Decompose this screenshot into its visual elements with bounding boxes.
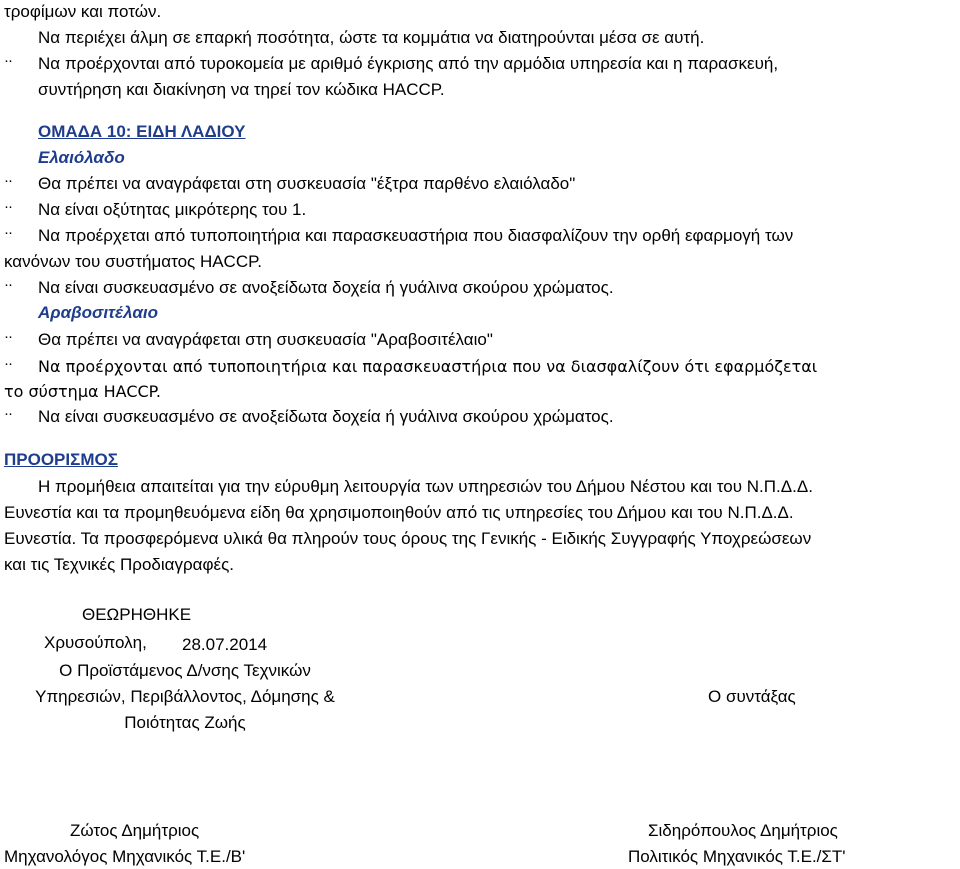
text-line: Να προέρχονται από τυροκομεία με αριθμό έγκρισης από την αρμόδια υπηρεσία και η παρασκευή, — [38, 54, 779, 73]
bullet-marker: ·· — [4, 355, 12, 372]
bullet-text: Να προέρχεται από τυποποιητήρια και παρασκευαστήρια που διασφαλίζουν την ορθή εφαρμογή των — [38, 226, 794, 245]
paragraph-line: Ευνεστία και τα προμηθευόμενα είδη θα χρησιμοποιηθούν από τις υπηρεσίες του Δήμου και του Ν.Π.Δ.Δ. — [4, 503, 794, 522]
text-line: συντήρηση και διακίνηση να τηρεί τον κώδικα HACCP. — [38, 80, 445, 99]
bullet-marker: ·· — [4, 405, 12, 422]
signer-name: Ζώτος Δημήτριος — [70, 821, 200, 840]
bullet-marker: ·· — [4, 172, 12, 189]
text-line: τροφίμων και ποτών. — [4, 2, 162, 21]
bullet-text: Να είναι συσκευασμένο σε ανοξείδωτα δοχεία ή γυάλινα σκούρου χρώματος. — [38, 278, 614, 297]
paragraph-line: Ευνεστία. Τα προσφερόμενα υλικά θα πληρούν τους όρους της Γενικής - Ειδικής Συγγραφής Υποχρεώσεων — [4, 529, 812, 548]
bullet-text: Να προέρχονται από τυποποιητήρια και παρασκευαστήρια που να διασφαλίζουν ότι εφαρμόζεται — [38, 357, 818, 376]
bullet-text: Θα πρέπει να αναγράφεται στη συσκευασία "Αραβοσιτέλαιο" — [38, 330, 493, 349]
date-value: 28.07.2014 — [182, 635, 268, 654]
signer-role: Υπηρεσιών, Περιβάλλοντος, Δόμησης & — [35, 687, 335, 706]
approved-label: ΘΕΩΡΗΘΗΚΕ — [82, 605, 192, 624]
bullet-marker: ·· — [4, 52, 12, 69]
signer-title: Μηχανολόγος Μηχανικός Τ.Ε./Β' — [4, 847, 246, 866]
bullet-text: Να είναι οξύτητας μικρότερης του 1. — [38, 200, 307, 219]
bullet-marker: ·· — [4, 276, 12, 293]
author-title: Πολιτικός Μηχανικός Τ.Ε./ΣΤ' — [628, 847, 846, 866]
subsection-title: Ελαιόλαδο — [38, 148, 125, 167]
paragraph-line: Η προμήθεια απαιτείται για την εύρυθμη λειτουργία των υπηρεσιών του Δήμου Νέστου και του Ν.Π.Δ.Δ. — [38, 477, 813, 496]
text-line: Να περιέχει άλμη σε επαρκή ποσότητα, ώστε τα κομμάτια να διατηρούνται μέσα σε αυτή. — [38, 28, 705, 47]
author-role: Ο συντάξας — [708, 687, 796, 706]
author-name: Σιδηρόπουλος Δημήτριος — [648, 821, 838, 840]
place-label: Χρυσούπολη, — [44, 633, 147, 652]
bullet-text: Να είναι συσκευασμένο σε ανοξείδωτα δοχεία ή γυάλινα σκούρου χρώματος. — [38, 407, 614, 426]
bullet-text: Θα πρέπει να αναγράφεται στη συσκευασία "έξτρα παρθένο ελαιόλαδο" — [38, 174, 576, 193]
bullet-marker: ·· — [4, 198, 12, 215]
signer-role: Ποιότητας Ζωής — [124, 713, 246, 732]
bullet-text-cont: κανόνων του συστήματος HACCP. — [4, 252, 262, 271]
bullet-marker: ·· — [4, 224, 12, 241]
bullet-marker: ·· — [4, 328, 12, 345]
subsection-title: Αραβοσιτέλαιο — [38, 303, 158, 322]
paragraph-line: και τις Τεχνικές Προδιαγραφές. — [4, 555, 234, 574]
bullet-text-cont: το σύστημα HACCP. — [4, 382, 161, 401]
section-heading: ΟΜΑΔΑ 10: ΕΙΔΗ ΛΑΔΙΟΥ — [38, 122, 246, 141]
section-heading: ΠΡΟΟΡΙΣΜΟΣ — [4, 450, 118, 469]
signer-role: Ο Προϊστάμενος Δ/νσης Τεχνικών — [59, 661, 311, 680]
